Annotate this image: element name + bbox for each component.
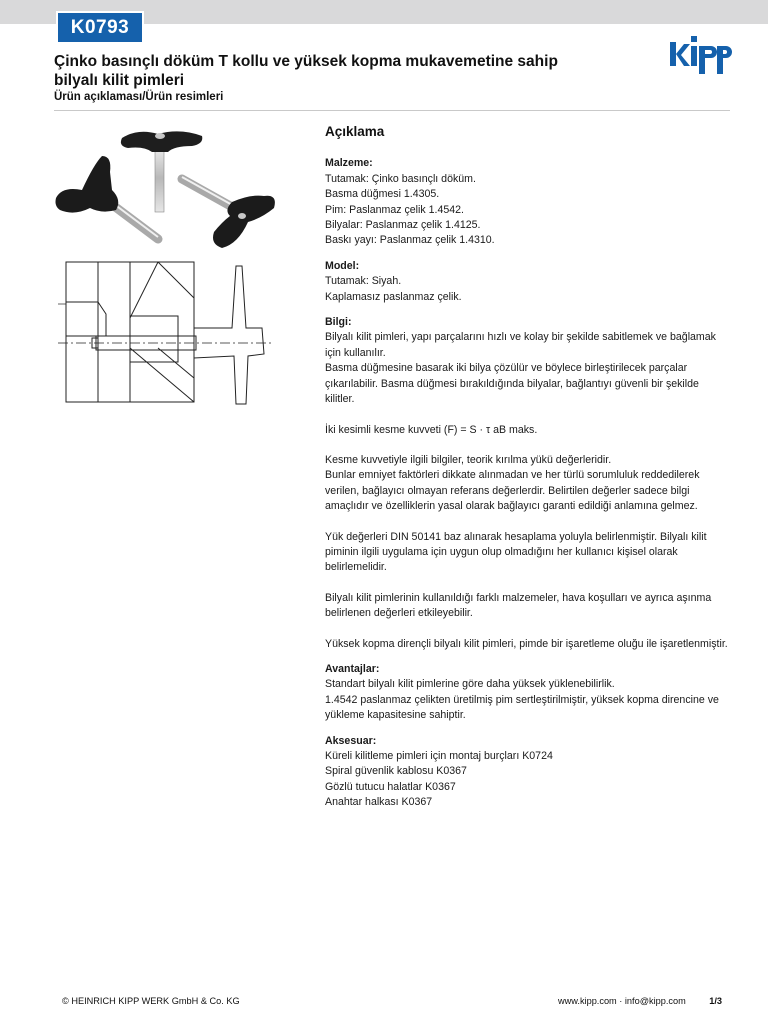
accessories-heading: Aksesuar: bbox=[325, 734, 377, 747]
info-paragraph: İki kesimli kesme kuvveti (F) = S · τ aB maks. bbox=[325, 423, 538, 436]
section-title: Açıklama bbox=[325, 124, 385, 139]
accessories-section bbox=[325, 734, 730, 811]
model-section bbox=[325, 259, 730, 305]
model-line: Tutamak: Siyah. bbox=[325, 275, 402, 288]
accessory-item: Spiral güvenlik kablosu K0367 bbox=[325, 765, 467, 778]
contact-link[interactable]: www.kipp.com · info@kipp.com bbox=[558, 996, 686, 1006]
page-title bbox=[54, 52, 654, 90]
info-heading: Bilgi: bbox=[325, 316, 352, 329]
materials-line: Basma düğmesi 1.4305. bbox=[325, 188, 440, 201]
info-paragraph: Bunlar emniyet faktörleri dikkate alınmadan ve her türlü sorumluluk reddedilerek verilen, bağlayıcı olmayan referans değerlerdir. Belirtilen değerler sadece bilgi amaçlıdır ve özelliklerin yasal olarak bağlayıcı garanti edildiği anlamına gelmez. bbox=[325, 469, 700, 513]
materials-line: Tutamak: Çinko basınçlı döküm. bbox=[325, 172, 476, 185]
materials-heading: Malzeme: bbox=[325, 157, 373, 170]
header-divider bbox=[54, 110, 730, 111]
title-block bbox=[54, 52, 654, 103]
advantages-paragraph: Standart bilyalı kilit pimlerine göre daha yüksek yüklenebilirlik. bbox=[325, 678, 615, 691]
accessory-item: Gözlü tutucu halatlar K0367 bbox=[325, 780, 456, 793]
materials-line: Baskı yayı: Paslanmaz çelik 1.4310. bbox=[325, 234, 495, 247]
info-paragraph: Yük değerleri DIN 50141 baz alınarak hesaplama yoluyla belirlenmiştir. Bilyalı kilit piminin ilgili uygulama için uygun olup olmadığını her kullanıcı kişisel olarak belirlemelidir. bbox=[325, 530, 707, 574]
advantages-section bbox=[325, 662, 730, 724]
technical-drawing bbox=[58, 258, 272, 410]
page-number: 1/3 bbox=[709, 996, 722, 1006]
info-paragraph: Bilyalı kilit pimleri, yapı parçalarını hızlı ve kolay bir şekilde sabitlemek ve bağlamak için kullanılır. bbox=[325, 331, 716, 359]
title-line-2: bilyalı kilit pimleri bbox=[54, 72, 185, 89]
info-paragraph: Yüksek kopma dirençli bilyalı kilit pimleri, pimde bir işaretleme oluğu ile işaretlenmiştir. bbox=[325, 637, 728, 650]
page-subtitle: Ürün açıklaması/Ürün resimleri bbox=[54, 91, 224, 103]
product-photo bbox=[52, 124, 282, 256]
kipp-logo-icon bbox=[668, 36, 732, 76]
materials-line: Bilyalar: Paslanmaz çelik 1.4125. bbox=[325, 219, 481, 232]
description-content bbox=[325, 124, 730, 821]
info-paragraph: Bilyalı kilit pimlerinin kullanıldığı farklı malzemeler, hava koşulları ve ayrıca aşınma belirlenen değerleri etkileyebilir. bbox=[325, 591, 712, 620]
advantages-heading: Avantajlar: bbox=[325, 662, 380, 675]
materials-section bbox=[325, 156, 730, 248]
accessory-item: Anahtar halkası K0367 bbox=[325, 796, 433, 809]
product-code-badge: K0793 bbox=[56, 11, 144, 44]
copyright-text: © HEINRICH KIPP WERK GmbH & Co. KG bbox=[62, 996, 240, 1006]
materials-line: Pim: Paslanmaz çelik 1.4542. bbox=[325, 203, 464, 216]
info-paragraph: Basma düğmesine basarak iki bilya çözülür ve böylece birleştirilecek parçalar çıkarılabilir. Basma düğmesi bırakıldığında bilyalar, bağlantıyı güvenli bir şekilde kilitler. bbox=[325, 362, 699, 406]
info-paragraph: Kesme kuvvetiyle ilgili bilgiler, teorik kırılma yükü değerleridir. bbox=[325, 453, 612, 466]
accessory-item: Küreli kilitleme pimleri için montaj burçları K0724 bbox=[325, 750, 553, 762]
title-line-1: Çinko basınçlı döküm T kollu ve yüksek kopma mukavemetine sahip bbox=[54, 53, 558, 70]
model-line: Kaplamasız paslanmaz çelik. bbox=[325, 290, 462, 303]
info-section bbox=[325, 315, 730, 652]
model-heading: Model: bbox=[325, 259, 360, 272]
advantages-paragraph: 1.4542 paslanmaz çelikten üretilmiş pim sertleştirilmiştir, yüksek kopma direncine ve yükleme kapasitesine sahiptir. bbox=[325, 693, 719, 722]
